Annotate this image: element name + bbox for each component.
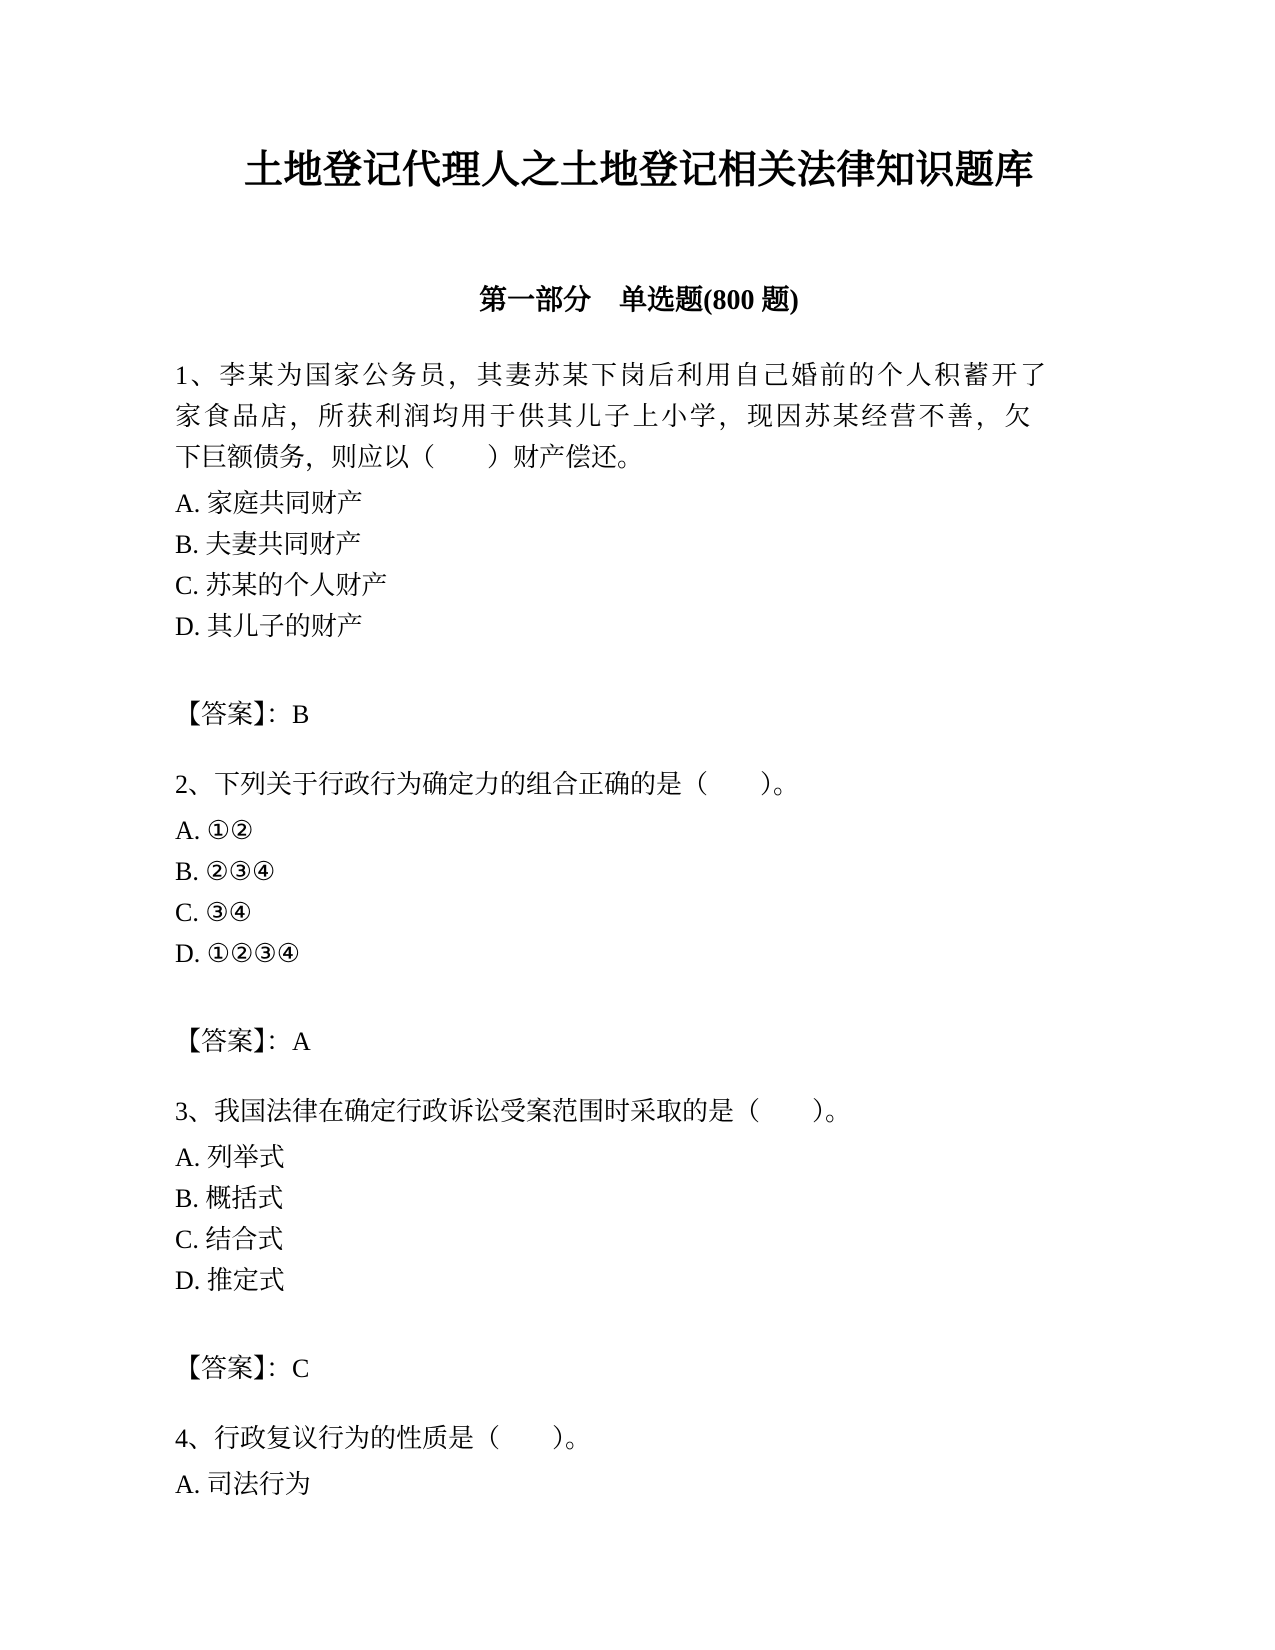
question-2-option-b: B. ②③④ [175, 857, 276, 886]
question-3-options [175, 1137, 1103, 1301]
question-3-text-line-1: 3、我国法律在确定行政诉讼受案范围时采取的是（ ）。 [175, 1097, 852, 1126]
question-3-answer: 【答案】：C [175, 1354, 310, 1383]
question-3-option-d: D. 推定式 [175, 1266, 285, 1295]
question-1-option-c: C. 苏某的个人财产 [175, 571, 388, 600]
question-4-option-a: A. 司法行为 [175, 1470, 311, 1499]
question-3-option-b: B. 概括式 [175, 1184, 284, 1213]
section-heading: 第一部分 单选题(800 题) [479, 285, 799, 316]
question-1-text-line-1: 1、李某为国家公务员，其妻苏某下岗后利用自己婚前的个人积蓄开了 [175, 361, 1049, 390]
question-2-text-line-1: 2、下列关于行政行为确定力的组合正确的是（ ）。 [175, 770, 800, 799]
question-3-option-c: C. 结合式 [175, 1225, 284, 1254]
document-title: 土地登记代理人之土地登记相关法律知识题库 [243, 149, 1034, 192]
question-4 [175, 1418, 1103, 1505]
question-2 [175, 764, 1103, 1062]
question-2-option-a: A. ①② [175, 816, 254, 845]
question-1-option-b: B. 夫妻共同财产 [175, 530, 362, 559]
question-1-option-d: D. 其儿子的财产 [175, 612, 363, 641]
question-1-option-a: A. 家庭共同财产 [175, 489, 363, 518]
question-4-options [175, 1464, 1103, 1505]
question-1 [175, 355, 1103, 735]
question-2-option-d: D. ①②③④ [175, 939, 301, 968]
question-4-text-line-1: 4、行政复议行为的性质是（ ）。 [175, 1424, 592, 1453]
question-2-option-c: C. ③④ [175, 898, 252, 927]
question-1-text-line-2: 家食品店，所获利润均用于供其儿子上小学，现因苏某经营不善，欠 [175, 402, 1034, 431]
question-1-options [175, 483, 1103, 647]
question-1-answer: 【答案】：B [175, 700, 310, 729]
question-2-answer: 【答案】：A [175, 1027, 311, 1056]
question-1-text-line-3: 下巨额债务，则应以（ ）财产偿还。 [175, 443, 644, 472]
question-3-option-a: A. 列举式 [175, 1143, 285, 1172]
question-3 [175, 1091, 1103, 1389]
question-2-options [175, 810, 1103, 974]
